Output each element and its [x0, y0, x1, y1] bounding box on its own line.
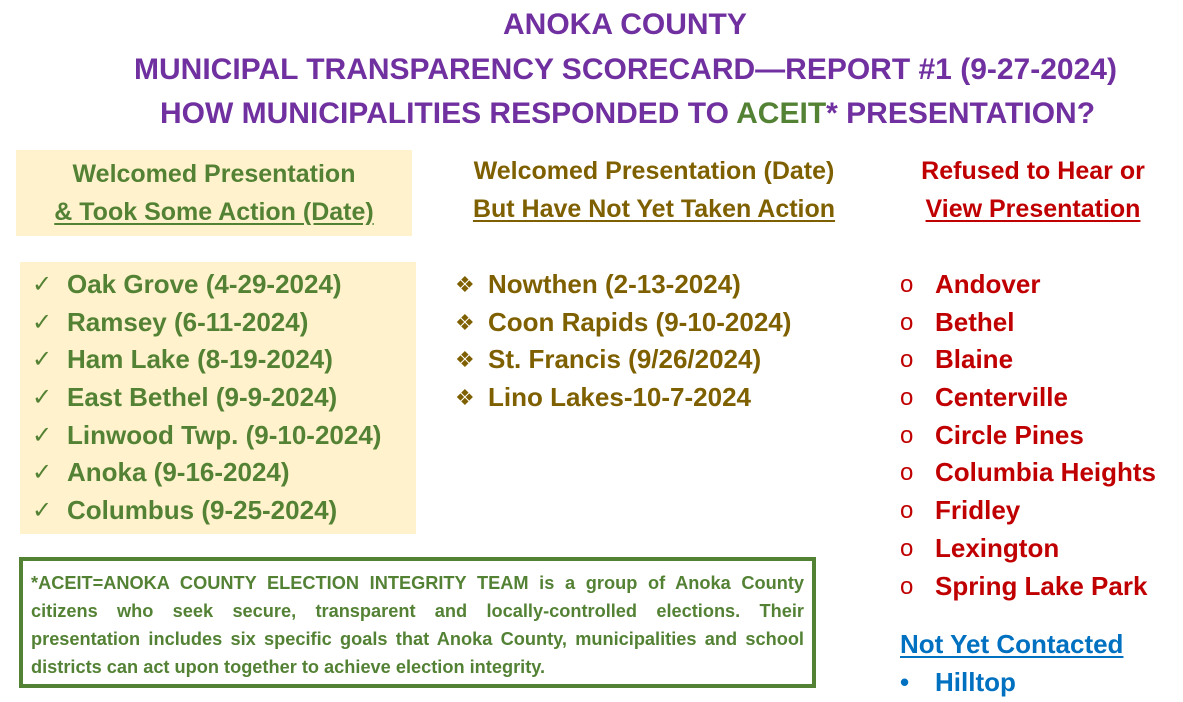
not-contacted-heading: Not Yet Contacted [900, 629, 1124, 659]
title-question [160, 96, 1095, 132]
list-item-label: Fridley [935, 495, 1021, 526]
list-item [900, 530, 1180, 568]
list-item-label: Lexington [935, 532, 1060, 563]
list-item [900, 568, 1180, 606]
list-item [900, 341, 1180, 379]
list-item [900, 492, 1180, 530]
diamond-bullet-icon: ❖ [455, 347, 475, 373]
list-item [455, 379, 835, 417]
circle-bullet-icon: o [900, 534, 914, 562]
title-aceit: ACEIT [736, 97, 827, 130]
list-item-label: Oak Grove (4-29-2024) [67, 269, 342, 299]
checkmark-icon: ✓ [32, 497, 53, 525]
checkmark-icon: ✓ [32, 346, 53, 374]
list-item [32, 417, 412, 455]
circle-bullet-icon: o [900, 384, 914, 412]
circle-bullet-icon: o [900, 459, 914, 487]
title-question-pre: HOW MUNICIPALITIES RESPONDED TO [160, 97, 737, 130]
footnote-box [19, 557, 816, 688]
diamond-bullet-icon: ❖ [455, 309, 475, 335]
list-item [900, 417, 1180, 455]
list-item [32, 379, 412, 417]
acted-heading-line2: & Took Some Action (Date) [54, 198, 374, 226]
checkmark-icon: ✓ [32, 308, 53, 336]
footnote-text: *ACEIT=ANOKA COUNTY ELECTION INTEGRITY TEAM is a group of Anoka County citizens who seek secure, transparent and locally-controlled elections. Their presentation includes six specific goals that Anoka County, municipalities and school districts can act upon together to achieve election integrity. [31, 573, 804, 677]
dot-bullet-icon: • [900, 667, 910, 697]
no-action-list [455, 266, 835, 417]
refused-heading-line2: View Presentation [925, 195, 1141, 223]
title-question-post: * PRESENTATION? [826, 97, 1096, 130]
list-item-label: Hilltop [935, 667, 1016, 697]
list-item [455, 266, 835, 304]
list-item-label: Lino Lakes-10-7-2024 [488, 382, 752, 413]
list-item-label: Centerville [935, 382, 1068, 413]
refused-list [900, 266, 1180, 605]
circle-bullet-icon: o [900, 497, 914, 525]
list-item [455, 341, 835, 379]
list-item [900, 266, 1180, 304]
no-action-heading-line2: But Have Not Yet Taken Action [472, 195, 836, 223]
list-item-label: Linwood Twp. (9-10-2024) [67, 419, 382, 450]
list-item-label: Andover [935, 269, 1041, 299]
no-action-heading-line1: Welcomed Presentation (Date) [473, 157, 835, 185]
diamond-bullet-icon: ❖ [455, 385, 475, 411]
circle-bullet-icon: o [900, 572, 914, 600]
list-item [455, 304, 835, 342]
list-item-label: Anoka (9-16-2024) [67, 457, 290, 488]
title-scorecard: MUNICIPAL TRANSPARENCY SCORECARD—REPORT #1 (9-27-2024) [134, 53, 1117, 86]
not-contacted-list [900, 664, 1180, 702]
refused-heading [896, 152, 1170, 228]
no-action-heading [443, 152, 865, 228]
checkmark-icon: ✓ [32, 384, 53, 412]
list-item [32, 454, 412, 492]
checkmark-icon: ✓ [32, 271, 53, 298]
list-item [900, 664, 1180, 702]
list-item-label: Bethel [935, 306, 1015, 337]
list-item-label: Ham Lake (8-19-2024) [67, 344, 333, 375]
diamond-bullet-icon: ❖ [455, 272, 475, 297]
list-item [900, 454, 1180, 492]
title-county: ANOKA COUNTY [503, 8, 747, 41]
list-item-label: Coon Rapids (9-10-2024) [488, 306, 792, 337]
circle-bullet-icon: o [900, 346, 914, 374]
acted-heading [16, 155, 412, 231]
list-item-label: Blaine [935, 344, 1014, 375]
list-item-label: St. Francis (9/26/2024) [488, 344, 762, 375]
acted-heading-line1: Welcomed Presentation [72, 160, 356, 188]
refused-heading-line1: Refused to Hear or [921, 157, 1145, 185]
list-item-label: Columbia Heights [935, 457, 1157, 488]
list-item [32, 266, 412, 304]
list-item [32, 492, 412, 530]
list-item [900, 304, 1180, 342]
list-item [32, 304, 412, 342]
list-item-label: Columbus (9-25-2024) [67, 495, 338, 526]
circle-bullet-icon: o [900, 421, 914, 449]
acted-list [32, 266, 412, 530]
circle-bullet-icon: o [900, 271, 914, 298]
list-item-label: Circle Pines [935, 419, 1084, 450]
checkmark-icon: ✓ [32, 459, 53, 487]
list-item-label: Ramsey (6-11-2024) [67, 306, 309, 337]
list-item-label: Nowthen (2-13-2024) [488, 269, 741, 299]
list-item-label: Spring Lake Park [935, 570, 1148, 601]
circle-bullet-icon: o [900, 308, 914, 336]
list-item [900, 379, 1180, 417]
checkmark-icon: ✓ [32, 421, 53, 449]
list-item [32, 341, 412, 379]
list-item-label: East Bethel (9-9-2024) [67, 382, 338, 413]
